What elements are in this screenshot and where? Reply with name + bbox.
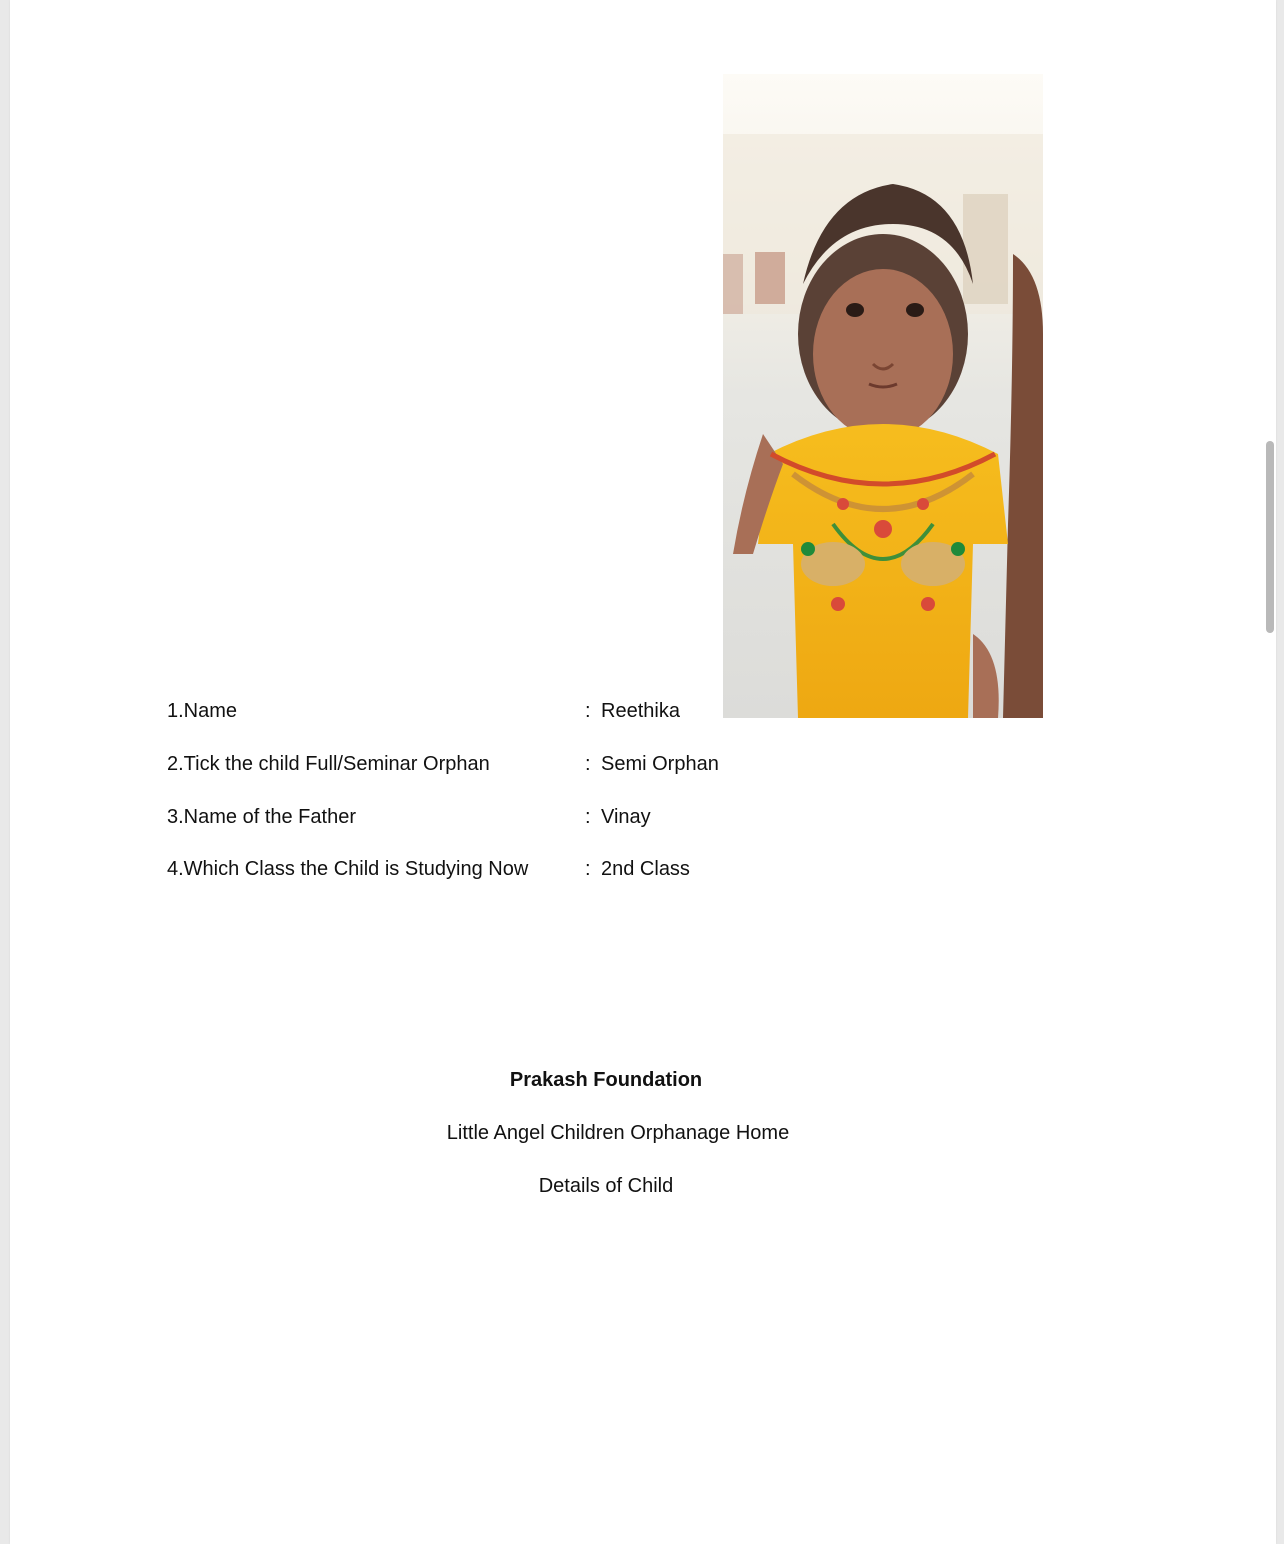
field-label-class: 4.Which Class the Child is Studying Now bbox=[167, 858, 529, 880]
field-value-name: Reethika bbox=[601, 700, 680, 722]
organization-name: Prakash Foundation bbox=[509, 1069, 703, 1091]
home-name: Little Angel Children Orphanage Home bbox=[446, 1122, 790, 1144]
child-photo bbox=[723, 74, 1043, 718]
field-value-class: 2nd Class bbox=[601, 858, 690, 880]
field-separator: : bbox=[585, 700, 591, 722]
field-label-father-name: 3.Name of the Father bbox=[167, 806, 356, 828]
section-title: Details of Child bbox=[538, 1175, 674, 1197]
document-page bbox=[10, 0, 1276, 1544]
child-photo-illustration bbox=[723, 74, 1043, 718]
field-separator: : bbox=[585, 753, 591, 775]
field-label-orphan-status: 2.Tick the child Full/Seminar Orphan bbox=[167, 753, 490, 775]
field-value-orphan-status: Semi Orphan bbox=[601, 753, 719, 775]
field-value-father-name: Vinay bbox=[601, 806, 651, 828]
vertical-scrollbar[interactable] bbox=[1264, 0, 1276, 1544]
field-label-name: 1.Name bbox=[167, 700, 238, 722]
vertical-scrollbar-thumb[interactable] bbox=[1266, 441, 1274, 633]
field-separator: : bbox=[585, 806, 591, 828]
field-separator: : bbox=[585, 858, 591, 880]
